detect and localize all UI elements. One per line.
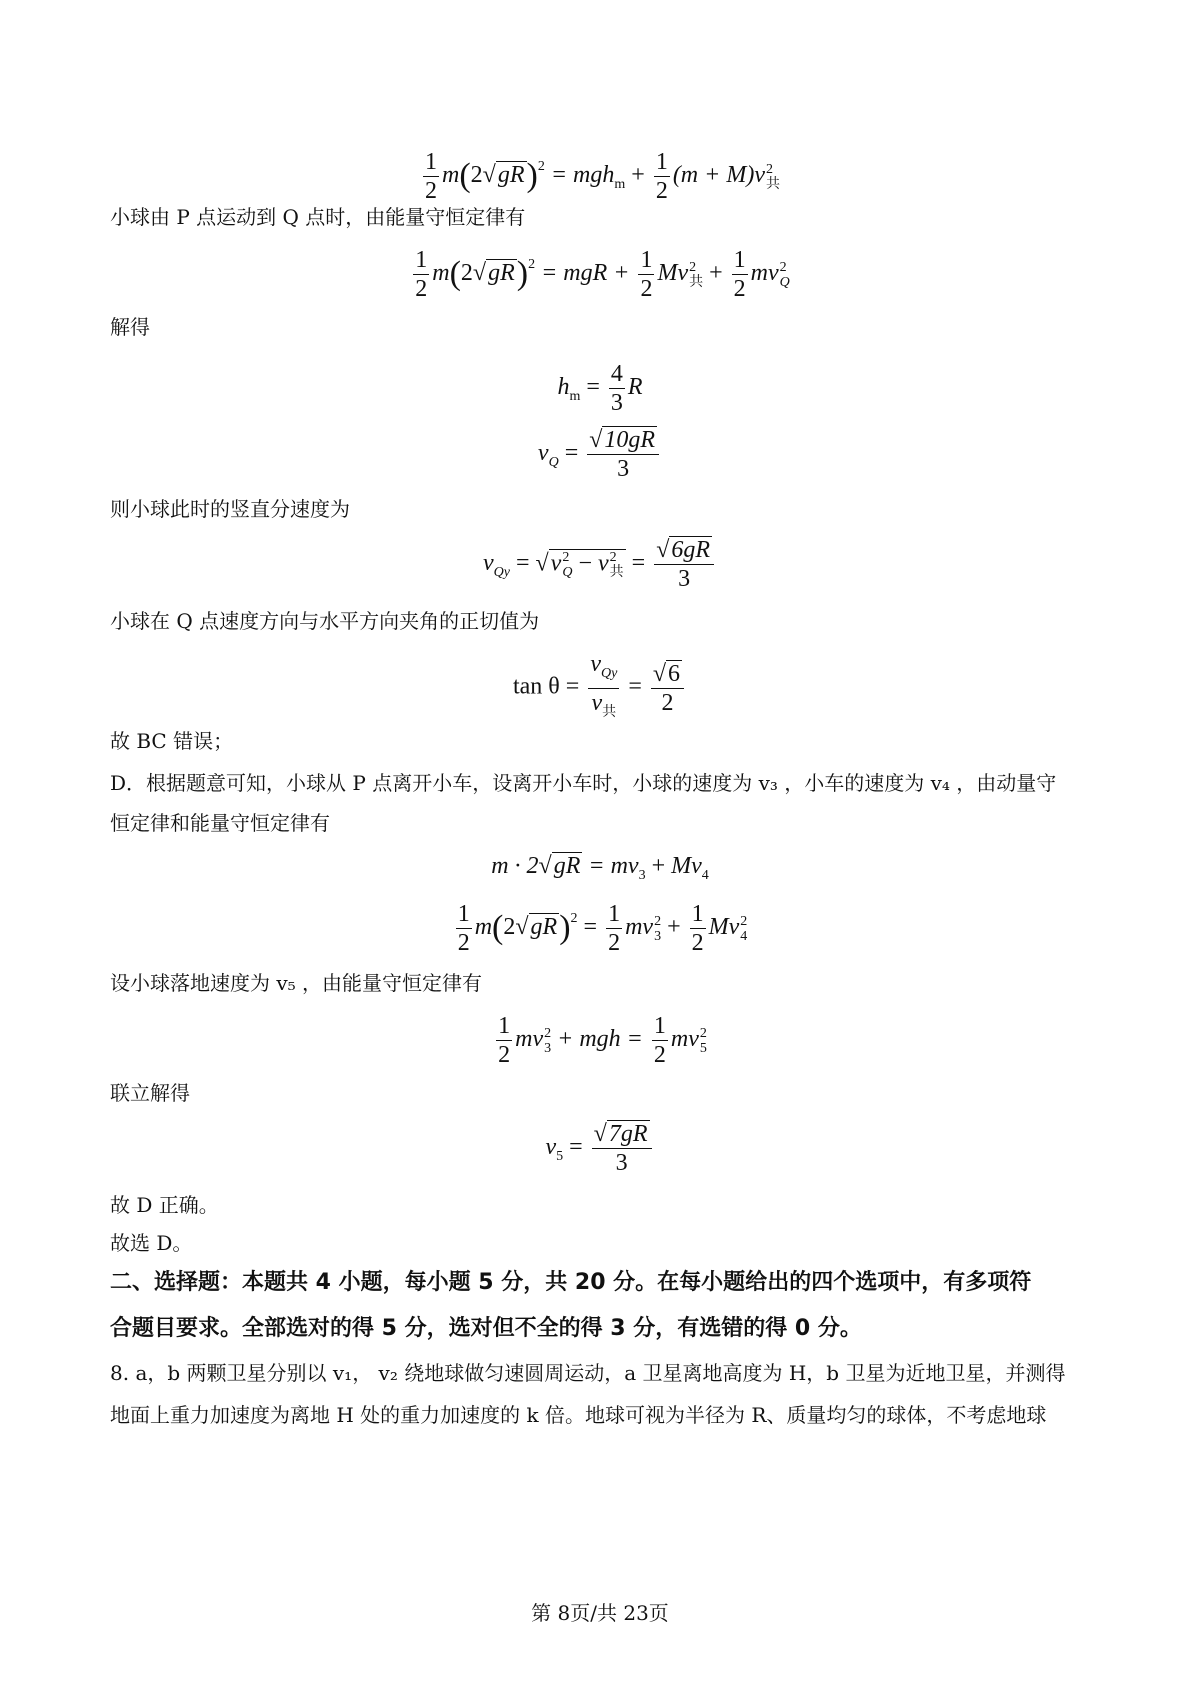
equation-hm: $h_m$ = $\frac{4}{3}$ R	[557, 361, 643, 416]
equation-energy-pq: $\frac{1}{2}$ $m(2√gR)^2$ = mgR + $\frac{1}{2}$ Mv 2 共 + $\frac{1}{2}$ mv 2 Q	[415, 247, 790, 302]
text-line: 恒定律和能量守恒定律有	[110, 811, 330, 835]
equation-vq: $v_Q$ = $\frac{√10gR}{3}$	[0, 426, 1200, 483]
section-heading: 合题目要求。全部选对的得 5 分，选对但不全的得 3 分，有选错的得 0 分。	[110, 1316, 862, 1341]
text-line: 故 BC 错误；	[110, 729, 234, 753]
equation-v5: $v_5$ = $\frac{√7gR}{3}$	[0, 1120, 1200, 1177]
question-text: 地面上重力加速度为离地 H 处的重力加速度的 k 倍。地球可视为半径为 R、质量均匀的球体，不考虑地球	[110, 1403, 1047, 1427]
text-line: 小球由 P 点运动到 Q 点时，由能量守恒定律有	[110, 205, 526, 229]
page-footer: 第 8页/共 23页	[531, 1601, 669, 1625]
text-line: 故选 D。	[110, 1231, 193, 1255]
equation-landing: $\frac{1}{2}$ mv 2 3 + mgh = $\frac{1}{2}$ mv 2 5	[498, 1013, 707, 1068]
equation-momentum: $m \cdot 2√gR = mv_3 + Mv_4$	[491, 853, 709, 883]
equation-energy-d: $\frac{1}{2}$ $m(2√gR)^2$ = $\frac{1}{2}$ mv 2 3 + $\frac{1}{2}$ Mv 2 4	[457, 901, 748, 956]
text-line: D．根据题意可知，小球从 P 点离开小车，设离开小车时，小球的速度为 v₃ ，小车的速度为 v₄ ，由动量守	[110, 771, 1057, 795]
equation-vqy: $v_{Qy} = √v$ 2 Q − v 2 共 = $\frac{√6gR}{3}$	[0, 536, 1200, 593]
equation-tan: tan θ = $\frac{v_{Qy}}{v_共}$ = $\frac{√6}{2}$	[0, 650, 1200, 726]
text-line: 小球在 Q 点速度方向与水平方向夹角的正切值为	[110, 609, 540, 633]
section-heading: 二、选择题：本题共 4 小题，每小题 5 分，共 20 分。在每小题给出的四个选项中，有多项符	[110, 1270, 1032, 1295]
text-line: 故 D 正确。	[110, 1193, 219, 1217]
text-line: 联立解得	[110, 1081, 190, 1105]
text-line: 设小球落地速度为 v₅ ，由能量守恒定律有	[110, 971, 483, 995]
question-text: 8. a，b 两颗卫星分别以 v₁， v₂ 绕地球做匀速圆周运动，a 卫星离地高度为 H，b 卫星为近地卫星，并测得	[110, 1361, 1066, 1385]
text-line: 解得	[110, 315, 150, 339]
equation-energy-max-height: $\frac{1}{2}$ $m(2√gR)^2 = mgh_m$ + $\frac{1}{2}$ (m + M)v 2 共	[425, 149, 780, 204]
text-line: 则小球此时的竖直分速度为	[110, 497, 350, 521]
